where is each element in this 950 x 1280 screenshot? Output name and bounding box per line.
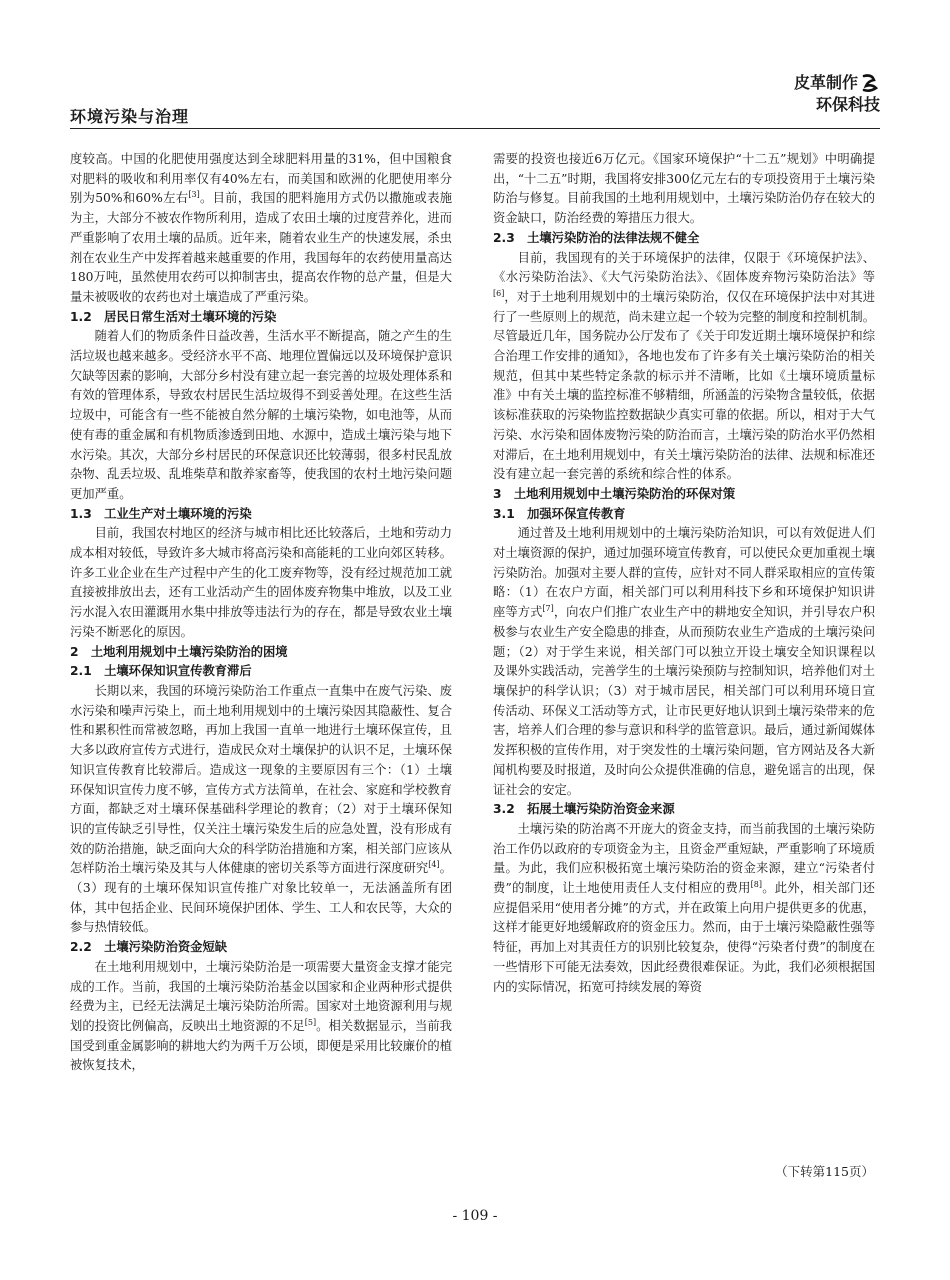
left-column: [70, 150, 452, 1076]
paragraph: 目前，我国农村地区的经济与城市相比还比较落后，土地和劳动力成本相对较低，导致许多大城市将高污染和高能耗的工业向郊区转移。许多工业企业在生产过程中产生的化工废弃物等，没有经过规范加工就直接被排放出去，还有工业活动产生的固体废弃物集中堆放，以及工业污水混入农田灌溉用水集中排放等违法行为的存在，都是导致农业土壤污染不断恶化的原因。: [70, 526, 452, 639]
paragraph: 通过普及土地利用规划中的土壤污染防治知识，可以有效促进人们对土壤资源的保护，通过加强环境宣传教育，可以使民众更加重视土壤污染防治。加强对主要人群的宣传，应针对不同人群采取相应的宣传策略：（1）在农户方面，相关部门可以利用科技下乡和环境保护知识讲座等方式[7]，向农户们推广农业生产中的耕地安全知识，并引导农户积极参与农业生产安全隐患的排查，从而预防农业生产造成的土壤污染问题；（2）对于学生来说，相关部门可以独立开设土壤安全知识课程以及课外实践活动，完善学生的土壤污染预防与控制知识，培养他们对土壤保护的科学认识；（3）对于城市居民，相关部门可以利用环境日宣传活动、环保义工活动等方式，让市民更好地认识到土壤污染带来的危害，培养人们合理的参与意识和科学的监管意识。最后，通过新闻媒体发挥积极的宣传作用，对于突发性的土壤污染问题，官方网站及各大新闻机构要及时报道，及时向公众提供准确的信息，避免谣言的出现，保证社会的安定。: [493, 526, 875, 797]
brand-line-1: 皮革制作: [794, 72, 880, 94]
citation: [4]: [428, 860, 440, 870]
brand-logo-icon: [860, 72, 880, 94]
section-heading: 3.2 拓展土壤污染防治资金来源: [493, 802, 675, 817]
paragraph: 长期以来，我国的环境污染防治工作重点一直集中在废气污染、废水污染和噪声污染上，而土地利用规划中的土壤污染因其隐蔽性、复合性和累积性而常被忽略，再加上我国一直单一地进行土壤环保宣传，且大多以政府宣传方式进行，造成民众对土壤保护的认识不足，土壤环保知识宣传教育比较滞后。造成这一现象的主要原因有三个：（1）土壤环保知识宣传力度不够，宣传方式方法简单，在社会、家庭和学校教育方面，都缺乏对土壤环保基础科学理论的教育；（2）对于土壤环保知识的宣传缺乏引导性，仅关注土壤污染发生后的应急处置，没有形成有效的防治措施，缺乏面向大众的科学防治措施和方案，相关部门应该从怎样防治土壤污染及其与人体健康的密切关系等方面进行深度研究[4]。（3）现有的土壤环保知识宣传推广对象比较单一，无法涵盖所有团体，其中包括企业、民间环境保护团体、学生、工人和农民等，大众的参与热情较低。: [70, 683, 452, 935]
paragraph: 在土地利用规划中，土壤污染防治是一项需要大量资金支撑才能完成的工作。当前，我国的土壤污染防治基金以国家和企业两种形式提供经费为主，已经无法满足土壤污染防治所需。国家对土地资源利用与规划的投资比例偏高，反映出土地资源的不足[5]。相关数据显示，当前我国受到重金属影响的耕地大约为两千万公顷，即便是采用比较廉价的植被恢复技术，: [70, 959, 452, 1073]
section-heading: 3.1 加强环保宣传教育: [493, 506, 626, 521]
right-column: [493, 150, 875, 997]
header-divider: [70, 128, 880, 129]
section-heading: 2.3 土壤污染防治的法律法规不健全: [493, 230, 700, 245]
section-heading: 1.3 工业生产对土壤环境的污染: [70, 506, 252, 521]
citation: [7]: [542, 604, 554, 614]
paragraph: 目前，我国现有的关于环境保护的法律，仅限于《环境保护法》、《水污染防治法》、《大气污染防治法》、《固体废弃物污染防治法》等[6]，对于土地利用规划中的土壤污染防治，仅仅在环境保护法中对其进行了一些原则上的规范，尚未建立起一个较为完整的制度和控制机制。尽管最近几年，国务院办公厅发布了《关于印发近期土壤环境保护和综合治理工作安排的通知》，各地也发布了许多有关土壤污染防治的相关规范，但其中某些特定条款的标示并不清晰，比如《土壤环境质量标准》中有关土壤的监控标准不够精细，所涵盖的污染物含量较低，依据该标准获取的污染物监控数据缺少真实可靠的依据。所以，相对于大气污染、水污染和固体废物污染的防治而言，土壤污染的防治水平仍然相对滞后，在土地利用规划中，有关土壤污染防治的法律、法规和标准还没有建立起一套完善的系统和综合性的体系。: [493, 250, 875, 482]
journal-brand: [794, 72, 880, 116]
citation: [5]: [304, 1017, 317, 1027]
brand-line-2: 环保科技: [815, 95, 880, 114]
paragraph: 需要的投资也接近6万亿元。《国家环境保护“十二五”规划》中明确提出，“十二五”时期，我国将安排300亿元左右的专项投资用于土壤污染防治与修复。目前我国的土地利用规划中，土壤污染防治仍存在较大的资金缺口，防治经费的筹措压力很大。: [493, 152, 875, 226]
section-heading: 2 土地利用规划中土壤污染防治的困境: [70, 644, 288, 659]
section-heading: 3 土地利用规划中土壤污染防治的环保对策: [493, 486, 736, 501]
continued-note: （下转第115页）: [775, 1164, 874, 1179]
section-heading: 2.2 土壤污染防治资金短缺: [70, 940, 228, 955]
section-heading: 2.1 土壤环保知识宣传教育滞后: [70, 664, 252, 679]
paragraph: 土壤污染的防治离不开庞大的资金支持，而当前我国的土壤污染防治工作仍以政府的专项资金为主，且资金严重短缺，严重影响了环境质量。为此，我们应积极拓宽土壤污染防治的资金来源，建立“污染者付费”的制度，让土地使用责任人支付相应的费用[8]。此外，相关部门还应提倡采用“使用者分摊”的方式，并在政策上向用户提供更多的优惠，这样才能更好地缓解政府的资金压力。然而，由于土壤污染隐蔽性强等特征，再加上对其责任方的识别比较复杂，使得“污染者付费”的制度在一些情形下可能无法奏效，因此经费很难保证。为此，我们必须根据国内的实际情况，拓宽可持续发展的筹资: [493, 821, 875, 994]
journal-section-title: 环境污染与治理: [70, 107, 190, 126]
citation: [8]: [750, 879, 762, 889]
section-heading: 1.2 居民日常生活对土壤环境的污染: [70, 309, 277, 324]
page-number: - 109 -: [452, 1208, 498, 1224]
citation: [6]: [493, 288, 505, 298]
citation: [3]: [188, 190, 200, 200]
paragraph: 度较高。中国的化肥使用强度达到全球肥料用量的31%，但中国粮食对肥料的吸收和利用率仅有40%左右，而美国和欧洲的化肥使用率分别为50%和60%左右[3]。目前，我国的肥料施用方式仍以撒施或表施为主，大部分不被农作物所利用，造成了农田土壤的过度营养化，进而严重影响了农用土壤的品质。近年来，随着农业生产的快速发展，杀虫剂在农业生产中发挥着越来越重要的作用，我国每年的农药使用量高达180万吨，虽然使用农药可以抑制害虫，提高农作物的总产量，但是大量未被吸收的农药也对土壤造成了严重污染。: [70, 152, 452, 304]
paragraph: 随着人们的物质条件日益改善，生活水平不断提高，随之产生的生活垃圾也越来越多。受经济水平不高、地理位置偏远以及环境保护意识欠缺等因素的影响，大部分乡村没有建立起一套完善的垃圾处理体系和有效的管理体系，导致农村居民生活垃圾得不到妥善处理。在这些生活垃圾中，可能含有一些不能被自然分解的土壤污染物，如电池等，从而使有毒的重金属和有机物质渗透到田地、水源中，造成土壤污染与地下水污染。其次，大部分乡村居民的环保意识还比较薄弱，很多村民乱放杂物、乱丢垃圾、乱堆柴草和散养家畜等，使我国的农村土地污染问题更加严重。: [70, 329, 452, 501]
